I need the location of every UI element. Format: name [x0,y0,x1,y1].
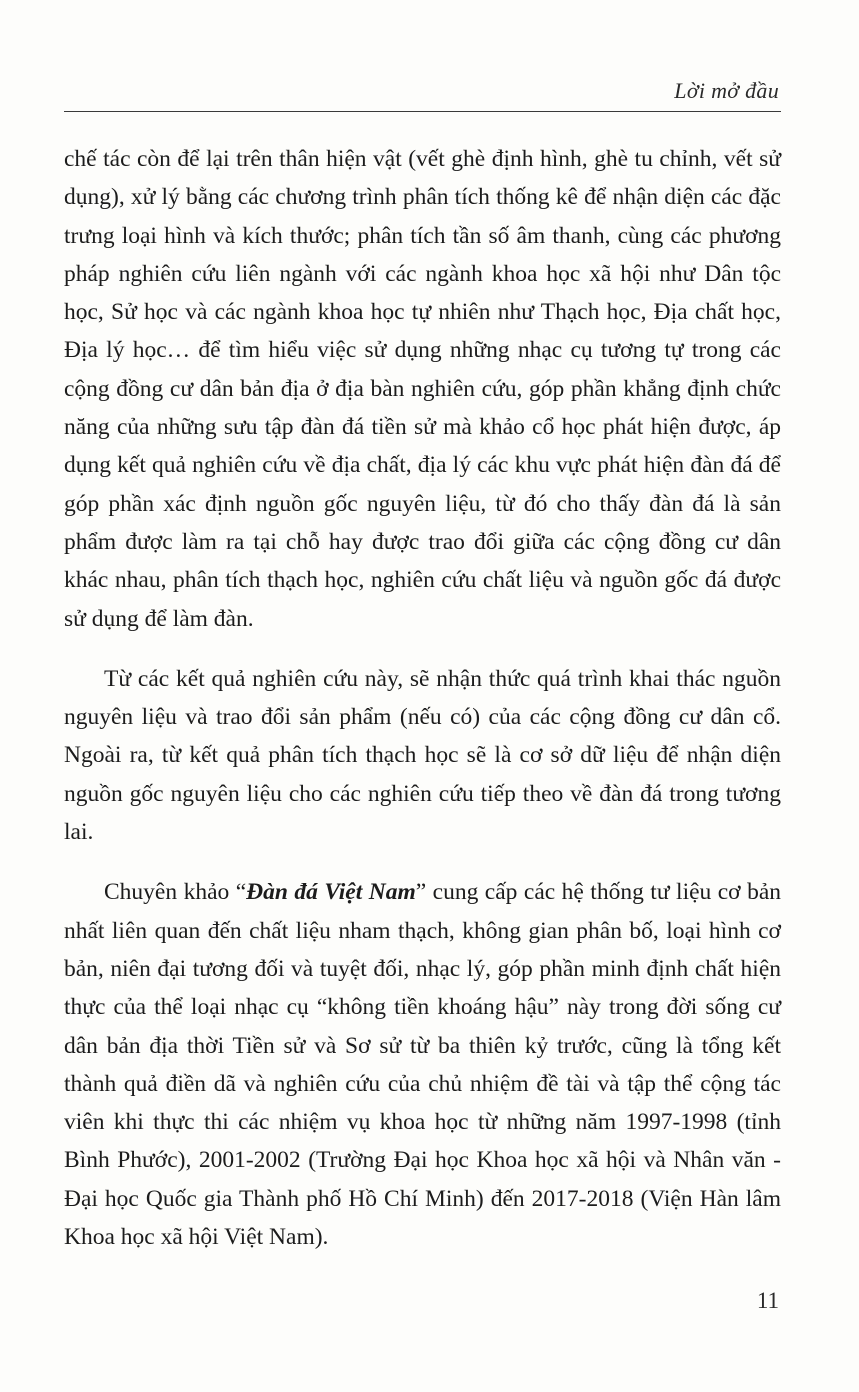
paragraph-3-rest: ” cung cấp các hệ thống tư liệu cơ bản nhất liên quan đến chất liệu nham thạch, không gian phân bố, loại hình cơ bản, niên đại tương đối và tuyệt đối, nhạc lý, góp phần minh định chất hiện thực của thể loại nhạc cụ “không tiền khoáng hậu” này trong đời sống cư dân bản địa thời Tiền sử và Sơ sử từ ba thiên kỷ trước, cũng là tổng kết thành quả điền dã và nghiên cứu của chủ nhiệm đề tài và tập thể cộng tác viên khi thực thi các nhiệm vụ khoa học từ những năm 1997-1998 (tỉnh Bình Phước), 2001-2002 (Trường Đại học Khoa học xã hội và Nhân văn - Đại học Quốc gia Thành phố Hồ Chí Minh) đến 2017-2018 (Viện Hàn lâm Khoa học xã hội Việt Nam). [64,879,782,1251]
book-title-emphasis: Đàn đá Việt Nam [246,879,416,906]
header-rule [64,111,781,112]
paragraph-2: Từ các kết quả nghiên cứu này, sẽ nhận thức quá trình khai thác nguồn nguyên liệu và trao đổi sản phẩm (nếu có) của các cộng đồng cư dân cổ. Ngoài ra, từ kết quả phân tích thạch học sẽ là cơ sở dữ liệu để nhận diện nguồn gốc nguyên liệu cho các nghiên cứu tiếp theo về đàn đá trong tương lai. [64,665,781,846]
body-text [64,140,781,1278]
running-head-title: Lời mở đầu [674,78,779,103]
paragraph-3-lead: Chuyên khảo “ [104,879,247,906]
page-number: 11 [756,1288,779,1313]
paragraph-1: chế tác còn để lại trên thân hiện vật (vết ghè định hình, ghè tu chỉnh, vết sử dụng), xử lý bằng các chương trình phân tích thống kê để nhận diện các đặc trưng loại hình và kích thước; phân tích tần số âm thanh, cùng các phương pháp nghiên cứu liên ngành với các ngành khoa học xã hội như Dân tộc học, Sử học và các ngành khoa học tự nhiên như Thạch học, Địa chất học, Địa lý học… để tìm hiểu việc sử dụng những nhạc cụ tương tự trong các cộng đồng cư dân bản địa ở địa bàn nghiên cứu, góp phần khẳng định chức năng của những sưu tập đàn đá tiền sử mà khảo cổ học phát hiện được, áp dụng kết quả nghiên cứu về địa chất, địa lý các khu vực phát hiện đàn đá để góp phần xác định nguồn gốc nguyên liệu, từ đó cho thấy đàn đá là sản phẩm được làm ra tại chỗ hay được trao đổi giữa các cộng đồng cư dân khác nhau, phân tích thạch học, nghiên cứu chất liệu và nguồn gốc đá được sử dụng để làm đàn. [64,146,781,632]
paragraph-3 [64,873,781,1256]
